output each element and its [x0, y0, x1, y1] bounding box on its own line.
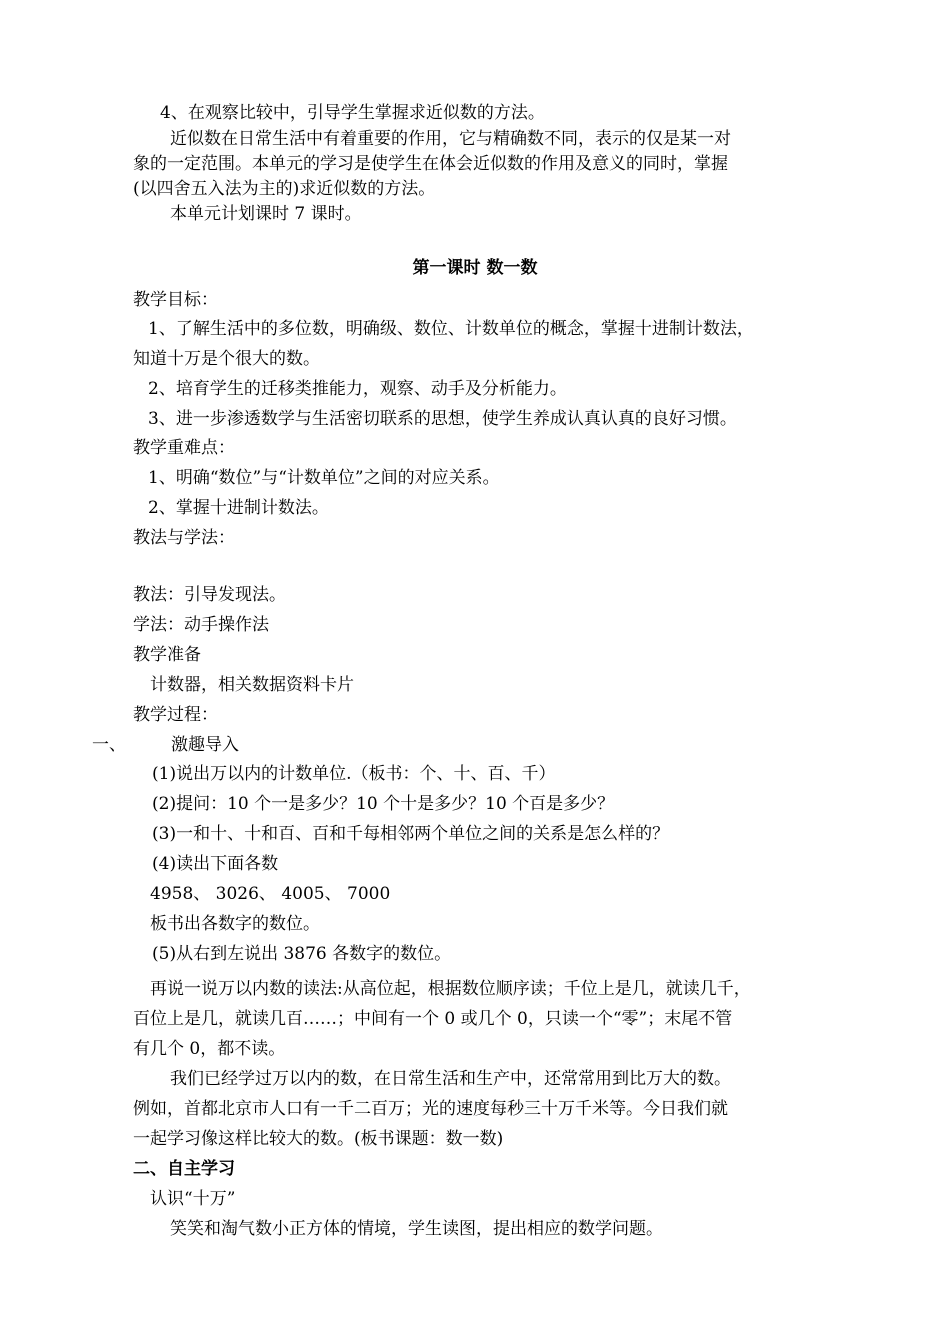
intro-line-1: 4、在观察比较中，引导学生掌握求近似数的方法。	[160, 103, 545, 123]
goals-heading: 教学目标：	[133, 290, 218, 310]
intro-line-2: 近似数在日常生活中有着重要的作用，它与精确数不同，表示的仅是某一对	[170, 129, 731, 149]
process-heading: 教学过程：	[133, 705, 218, 725]
key-point-1: 1、明确“数位”与“计数单位”之间的对应关系。	[148, 468, 500, 488]
section1-title: 激趣导入	[171, 735, 239, 755]
reading-rule-3: 有几个 0，都不读。	[133, 1039, 286, 1059]
goal-line-1: 1、了解生活中的多位数，明确级、数位、计数单位的概念，掌握十进制计数法，	[148, 319, 754, 339]
section1-item-3: (3)一和十、十和百、百和千每相邻两个单位之间的关系是怎么样的？	[152, 824, 670, 844]
reading-rule-1: 再说一说万以内数的读法:从高位起，根据数位顺序读；千位上是几，就读几千，	[150, 979, 751, 999]
key-point-2: 2、掌握十进制计数法。	[148, 498, 329, 518]
transition-2: 例如，首都北京市人口有一千二百万；光的速度每秒三十万千米等。今日我们就	[133, 1099, 728, 1119]
intro-line-3: 象的一定范围。本单元的学习是使学生在体会近似数的作用及意义的同时，掌握	[133, 154, 728, 174]
goal-line-4: 3、进一步渗透数学与生活密切联系的思想，使学生养成认真认真的良好习惯。	[148, 409, 737, 429]
section1-item-2: (2)提问：10 个一是多少？10 个十是多少？10 个百是多少？	[152, 794, 615, 814]
numbers-line: 4958、 3026、 4005、 7000	[150, 884, 391, 904]
intro-line-4: (以四舍五入法为主的)求近似数的方法。	[133, 179, 436, 199]
prep-heading: 教学准备	[133, 645, 201, 665]
transition-1: 我们已经学过万以内的数，在日常生活和生产中，还常常用到比万大的数。	[170, 1069, 731, 1089]
methods-heading: 教法与学法：	[133, 528, 235, 548]
section2-title: 二、自主学习	[133, 1159, 235, 1179]
section1-item-1: (1)说出万以内的计数单位.（板书：个、十、百、千）	[152, 764, 556, 784]
section1-item-6: 板书出各数字的数位。	[150, 914, 320, 934]
section1-item-7: (5)从右到左说出 3876 各数字的数位。	[152, 944, 452, 964]
learn-method: 学法：动手操作法	[133, 615, 269, 635]
section1-item-4: (4)读出下面各数	[152, 854, 279, 874]
teach-method: 教法：引导发现法。	[133, 585, 286, 605]
lesson-title: 第一课时 数一数	[412, 258, 538, 278]
transition-3: 一起学习像这样比较大的数。(板书课题：数一数)	[133, 1129, 504, 1149]
goal-line-2: 知道十万是个很大的数。	[133, 349, 320, 369]
intro-line-5: 本单元计划课时 7 课时。	[170, 204, 362, 224]
section2-sub: 认识“十万”	[150, 1189, 236, 1209]
prep-text: 计数器，相关数据资料卡片	[150, 675, 354, 695]
goal-line-3: 2、培育学生的迁移类推能力，观察、动手及分析能力。	[148, 379, 567, 399]
reading-rule-2: 百位上是几，就读几百……；中间有一个 0 或几个 0，只读一个“零”；末尾不管	[133, 1009, 733, 1029]
key-heading: 教学重难点：	[133, 438, 235, 458]
section1-marker: 一、	[92, 735, 126, 755]
section2-text: 笑笑和淘气数小正方体的情境，学生读图，提出相应的数学问题。	[170, 1219, 663, 1239]
